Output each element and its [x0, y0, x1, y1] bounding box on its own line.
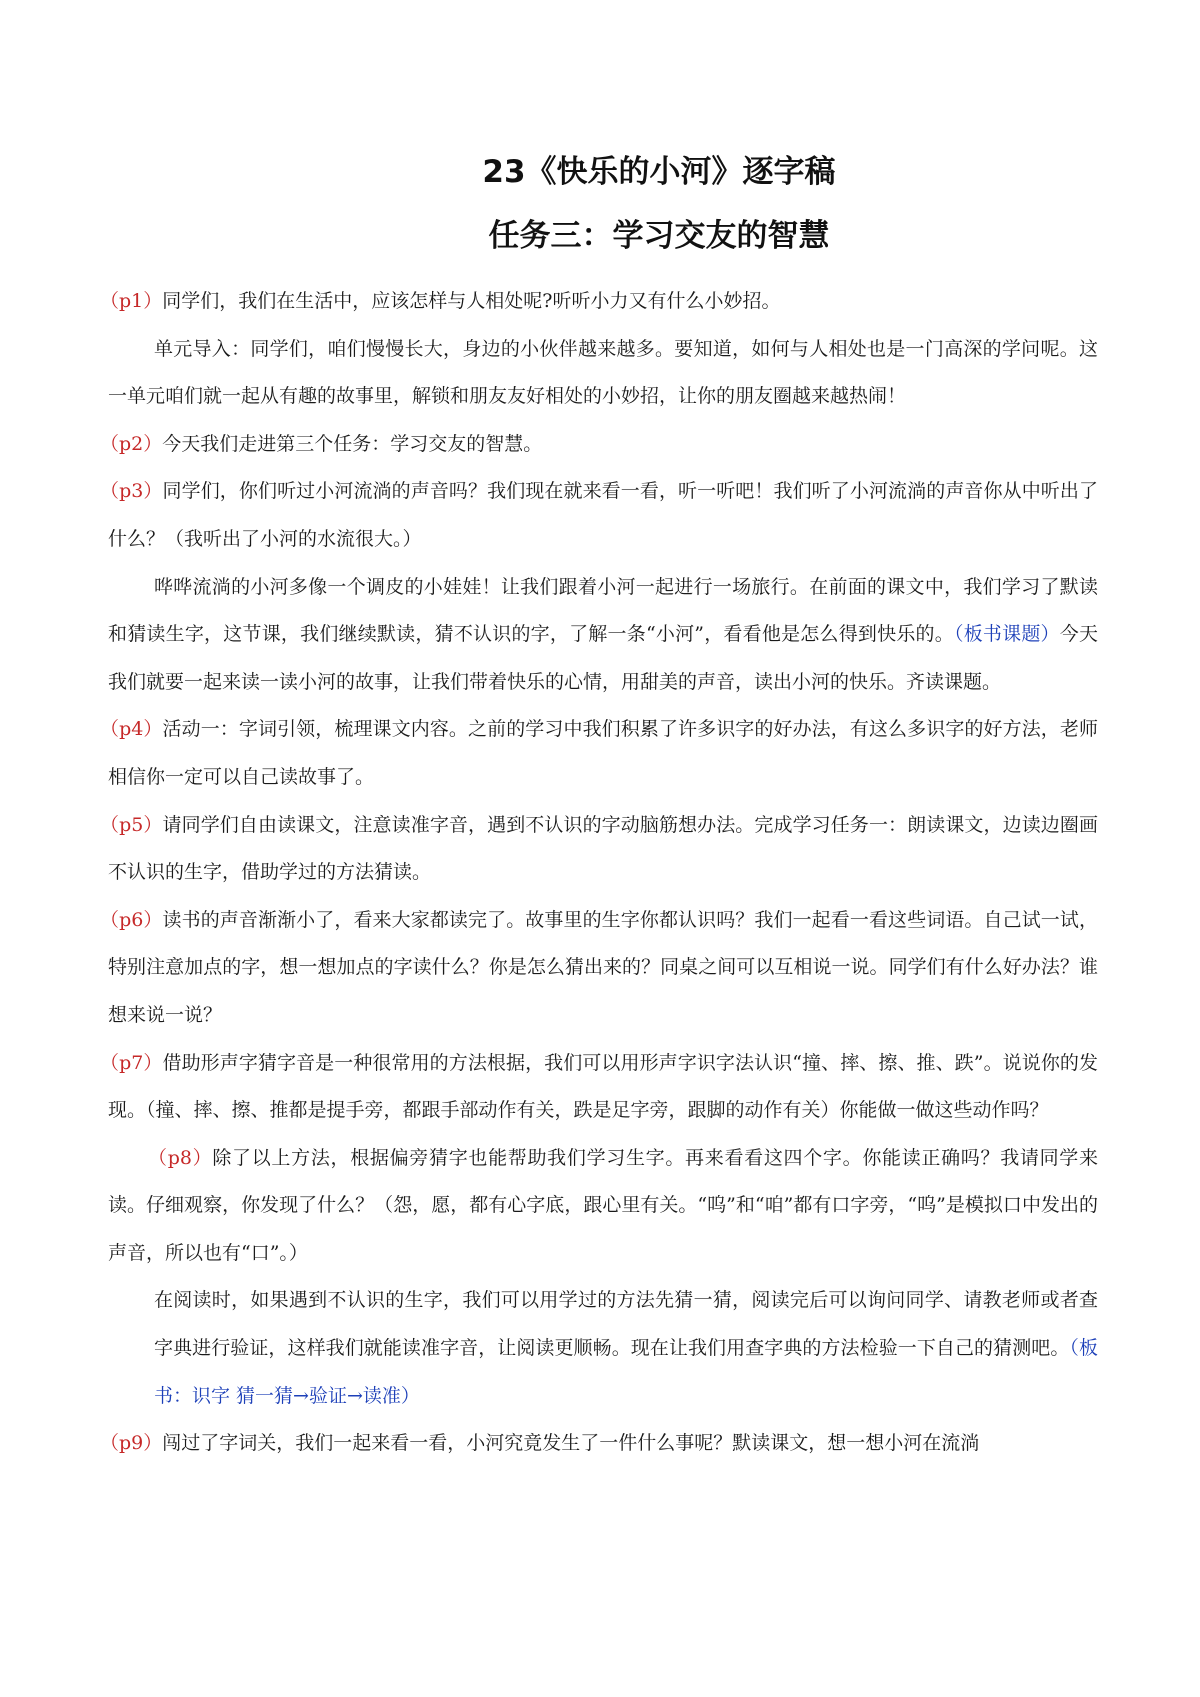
blackboard-note-literacy: （板书：识字 猜一猜→验证→读准）: [154, 1337, 1098, 1407]
paragraph-p3: [100, 468, 1098, 563]
page-marker-p2: （p2）: [100, 432, 163, 455]
paragraph-p7: [100, 1040, 1098, 1135]
paragraph-p4-text: 活动一：字词引领，梳理课文内容。之前的学习中我们积累了许多识字的好办法，有这么多识字的好方法，老师相信你一定可以自己读故事了。: [108, 718, 1098, 788]
paragraph-p9-text: 闯过了字词关，我们一起来看一看，小河究竟发生了一件什么事呢？默读课文，想一想小河在流淌: [162, 1432, 980, 1455]
paragraph-p8: [108, 1135, 1098, 1278]
paragraph-p7-text: 借助形声字猜字音是一种很常用的方法根据，我们可以用形声字识字法认识“撞、摔、擦、推、跌”。说说你的发现。（撞、摔、擦、推都是提手旁，都跟手部动作有关，跌是足字旁，跟脚的动作有关）你能做一做这些动作吗？: [108, 1051, 1098, 1122]
paragraph-p1: [100, 278, 1098, 326]
paragraph-p3-text: 同学们，你们听过小河流淌的声音吗？我们现在就来看一看，听一听吧！我们听了小河流淌的声音你从中听出了什么？（我听出了小河的水流很大。）: [108, 480, 1098, 550]
paragraph-reading-tip: [108, 1277, 1098, 1420]
paragraph-unit-intro: 单元导入：同学们，咱们慢慢长大，身边的小伙伴越来越多。要知道，如何与人相处也是一门高深的学问呢。这一单元咱们就一起从有趣的故事里，解锁和朋友友好相处的小妙招，让你的朋友圈越来越热闹！: [108, 337, 1098, 408]
page-marker-p9: （p9）: [100, 1432, 163, 1455]
title-block: [0, 150, 1200, 258]
paragraph-p5-text: 请同学们自由读课文，注意读准字音，遇到不认识的字动脑筋想办法。完成学习任务一：朗读课文，边读边圈画不认识的生字，借助学过的方法猜读。: [108, 813, 1098, 884]
paragraph-p6: [100, 897, 1098, 1040]
paragraph-p5: [100, 802, 1098, 897]
page-subtitle: 任务三：学习交友的智慧: [488, 218, 830, 254]
page-marker-p8: （p8）: [148, 1146, 213, 1169]
paragraph-river: [108, 564, 1098, 707]
page-marker-p1: （p1）: [100, 290, 163, 312]
page-marker-p3: （p3）: [100, 480, 163, 503]
document-body: [100, 278, 1098, 1468]
page-marker-p4: （p4）: [100, 718, 163, 741]
paragraph-p1-text: 同学们，我们在生活中，应该怎样与人相处呢?听听小力又有什么小妙招。: [162, 290, 781, 312]
paragraph-p9: [100, 1420, 1098, 1468]
page-marker-p7: （p7）: [100, 1051, 163, 1074]
paragraph-p4: [100, 706, 1098, 801]
paragraph-p8-text: 除了以上方法，根据偏旁猜字也能帮助我们学习生字。再来看看这四个字。你能读正确吗？我请同学来读。仔细观察，你发现了什么？（怨，愿，都有心字底，跟心里有关。“呜”和“咱”都有口字旁，“呜”是模拟口中发出的声音，所以也有“口”。）: [108, 1146, 1098, 1264]
paragraph-reading-tip-text: 在阅读时，如果遇到不认识的生字，我们可以用学过的方法先猜一猜，阅读完后可以询问同学、请教老师或者查字典进行验证，这样我们就能读准字音，让阅读更顺畅。现在让我们用查字典的方法检验一下自己的猜测吧。: [154, 1289, 1098, 1360]
paragraph-p2: [100, 421, 1098, 469]
paragraph-river-text-2: 今天我们就要一起来读一读小河的故事，让我们带着快乐的心情，用甜美的声音，读出小河的快乐。齐读课题。: [108, 623, 1098, 693]
paragraph-p2-text: 今天我们走进第三个任务：学习交友的智慧。: [162, 432, 543, 455]
page-marker-p5: （p5）: [100, 813, 163, 836]
page-title: 23《快乐的小河》逐字稿: [482, 154, 836, 190]
paragraph-river-text-1: 哗哗流淌的小河多像一个调皮的小娃娃！让我们跟着小河一起进行一场旅行。在前面的课文中，我们学习了默读和猜读生字，这节课，我们继续默读，猜不认识的字，了解一条“小河”，看看他是怎么得到快乐的。: [108, 575, 1098, 646]
paragraph-p6-text: 读书的声音渐渐小了，看来大家都读完了。故事里的生字你都认识吗？我们一起看一看这些词语。自己试一试，特别注意加点的字，想一想加点的字读什么？你是怎么猜出来的？同桌之间可以互相说一说。同学们有什么好办法？谁想来说一说？: [108, 908, 1098, 1026]
page-marker-p6: （p6）: [100, 908, 163, 931]
blackboard-note-title: （板书课题）: [953, 623, 1060, 646]
